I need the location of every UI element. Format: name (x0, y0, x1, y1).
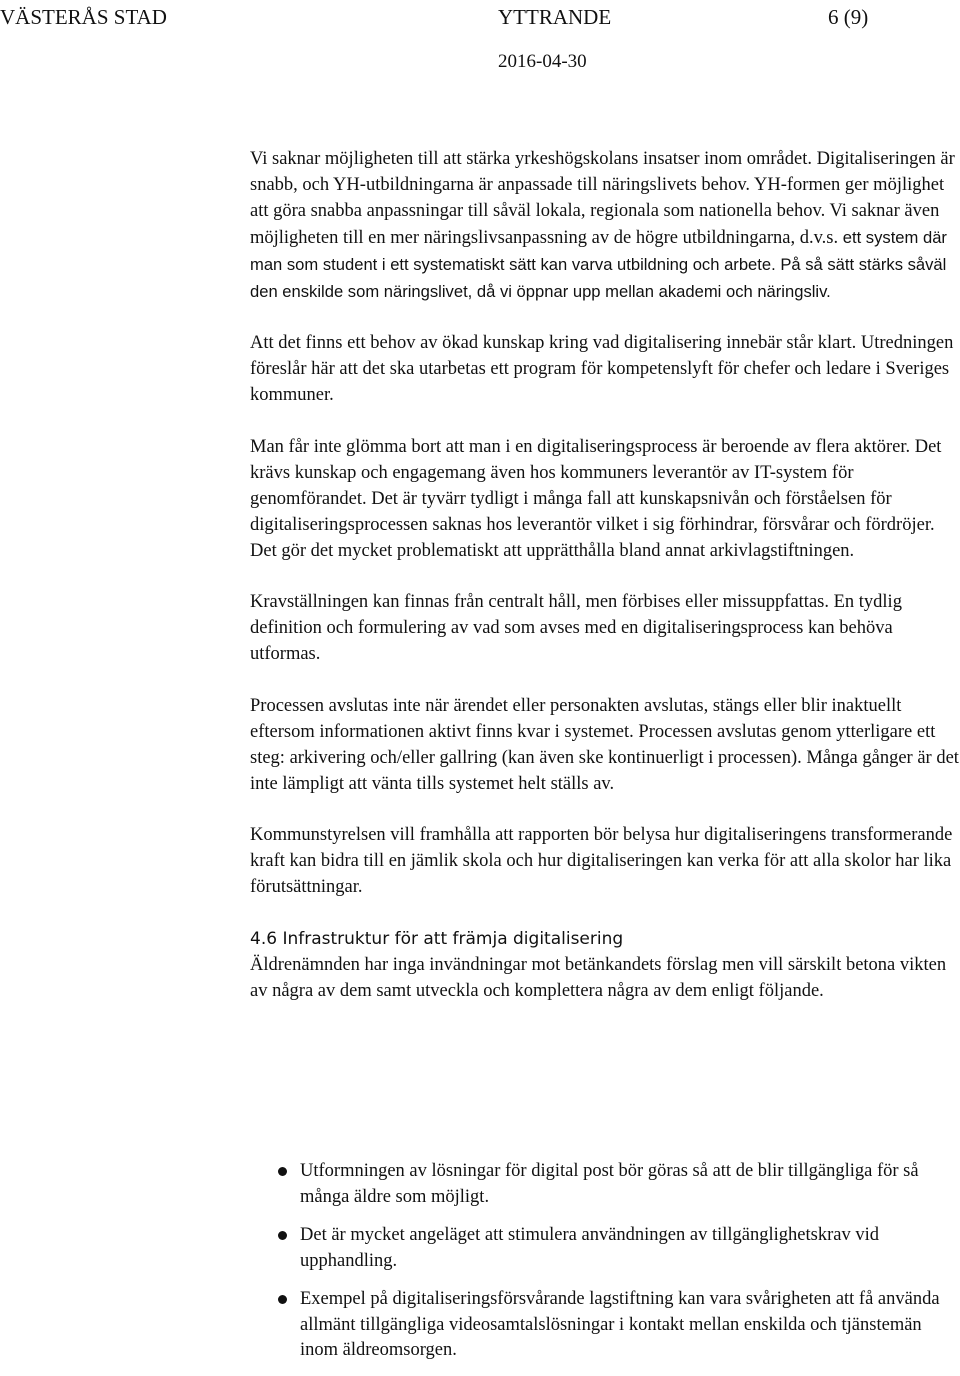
page-number: 6 (9) (828, 5, 869, 29)
list-item (278, 1159, 960, 1211)
bullet-list (278, 1159, 960, 1376)
list-item (278, 1287, 960, 1365)
paragraph-kompetenslyft: Att det finns ett behov av ökad kunskap kring vad digitalisering innebär står klart. Utredningen föreslår här att det ska utarbetas ett program för kompetenslyft för chefer och ledare i Sveriges kommuner. (250, 333, 954, 406)
section-4-6 (250, 927, 960, 1005)
bullet-icon (278, 1295, 287, 1304)
document-type: YTTRANDE (498, 5, 612, 29)
list-item-text: Det är mycket angeläget att stimulera användningen av tillgänglighetskrav vid upphandling. (300, 1224, 879, 1271)
list-item (278, 1223, 960, 1275)
section-intro: Äldrenämnden har inga invändningar mot betänkandets förslag men vill särskilt betona vikten av några av dem samt utveckla och komplettera några av dem enligt följande. (250, 955, 947, 1001)
paragraph-yh-sans: ett system där man som student i ett systematiskt sätt kan varva utbildning och arbete. På så sätt stärks såväl den enskilde som näringslivet, då vi öppnar upp mellan akademi och näringsliv. (250, 227, 947, 301)
paragraph-yh-serif: Vi saknar möjligheten till att stärka yrkeshögskolans insatser inom området. Digitaliseringen är snabb, och YH-utbildningarna är anpassade till näringslivets behov. YH-formen ger möjlighet att göra snabba anpassningar till såväl lokala, regionala som nationella behov. Vi saknar även möjligheten till en mer näringslivsanpassning av de högre utbildningarna, d.v.s. (250, 149, 955, 248)
paragraph-kommunstyrelsen: Kommunstyrelsen vill framhålla att rapporten bör belysa hur digitaliseringens transformerande kraft kan bidra till en jämlik skola och hur digitaliseringen kan verka för att alla skolor har lika förutsättningar. (250, 825, 953, 898)
organization-name: VÄSTERÅS STAD (0, 5, 167, 29)
paragraph-processen: Processen avslutas inte när ärendet eller personakten avslutas, stängs eller blir inaktuellt eftersom informationen aktivt finns kvar i systemet. Processen avslutas genom ytterligare ett steg: arkivering och/eller gallring (kan även ske kontinuerligt i processen). Många gånger är det inte lämpligt att vänta tills systemet helt ställs av. (250, 695, 959, 794)
page-header (0, 4, 960, 34)
section-heading: 4.6 Infrastruktur för att främja digitalisering (250, 929, 624, 950)
bullet-icon (278, 1231, 287, 1240)
document-date: 2016-04-30 (498, 51, 587, 72)
bullet-icon (278, 1167, 287, 1176)
paragraph-yh (250, 147, 960, 305)
paragraph-aktorer: Man får inte glömma bort att man i en digitaliseringsprocess är beroende av flera aktörer. Det krävs kunskap och engagemang även hos kommuners leverantör av IT-system för genomförandet. Det är tyvärr tydligt i många fall att kunskapsnivån och förståelsen för digitaliseringsprocessen saknas hos leverantör vilket i sig förhindrar, försvårar och fördröjer. Det gör det mycket problematiskt att upprätthålla bland annat arkivlagstiftningen. (250, 436, 942, 561)
list-item-text: Utformningen av lösningar för digital post bör göras så att de blir tillgängliga för så många äldre som möjligt. (300, 1161, 919, 1207)
list-item-text: Exempel på digitaliseringsförsvårande lagstiftning kan vara svårigheten att få använda allmänt tillgängliga videosamtalslösningar i kontakt mellan enskilda och tjänstemän inom äldreomsorgen. (300, 1288, 940, 1361)
document-body (250, 147, 960, 1047)
paragraph-kravstallning: Kravställningen kan finnas från centralt håll, men förbises eller missuppfattas. En tydlig definition och formulering av vad som avses med en digitaliseringsprocess kan behöva utformas. (250, 592, 902, 665)
